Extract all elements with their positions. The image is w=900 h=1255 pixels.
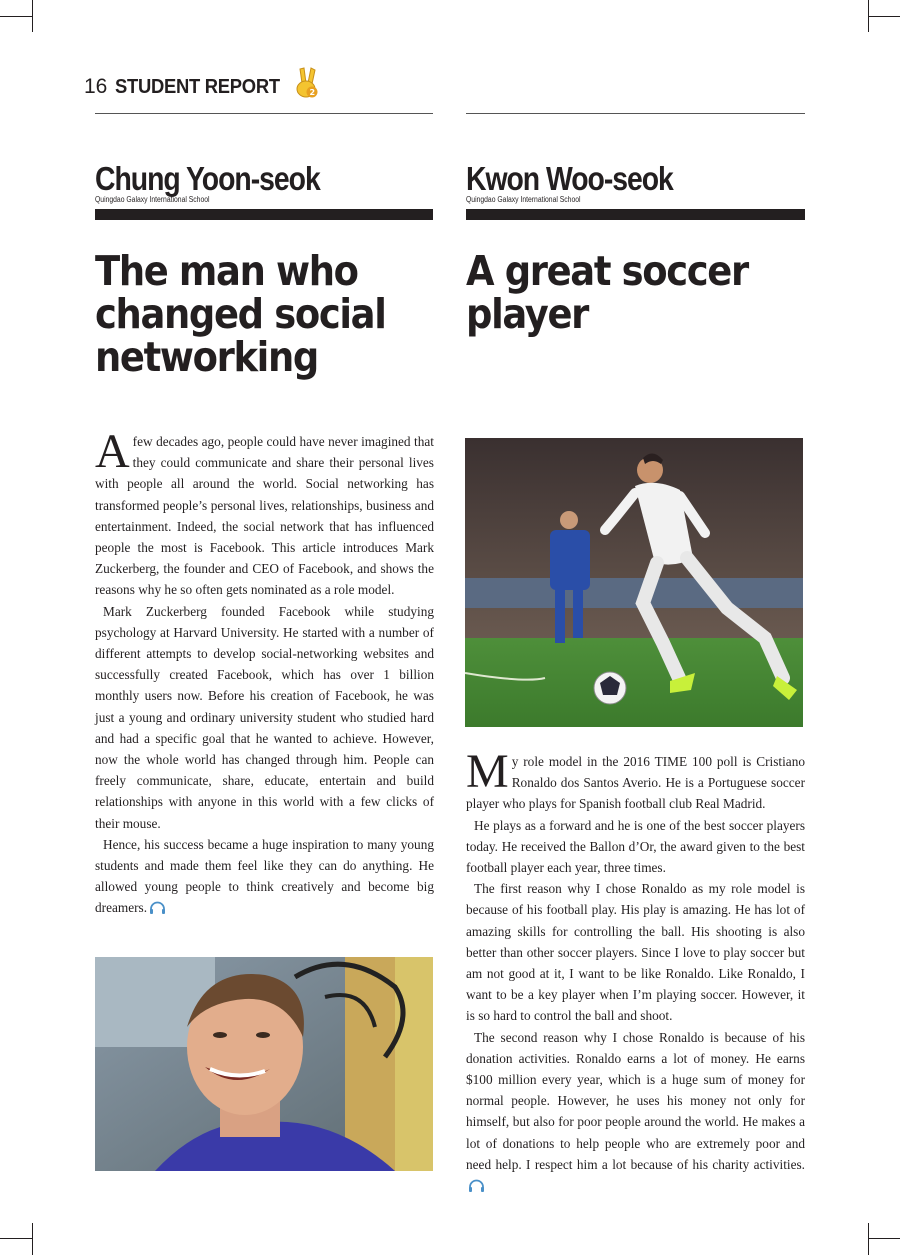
svg-text:2: 2 (309, 88, 316, 97)
article-paragraph: A few decades ago, people could have never imagined that they could communicate and share their personal lives with people all around the world. Social networking has transformed people’s personal lives, relationships, business and entertainment. Indeed, the social network that has influenced people the most is Facebook. This article introduces Mark Zuckerberg, the founder and CEO of Facebook, and shows the reasons why he so often gets nominated as a role model. (95, 425, 434, 598)
crop-mark (32, 0, 33, 32)
crop-mark (32, 1223, 33, 1255)
drop-cap: A (95, 425, 130, 478)
top-rule-right (466, 113, 805, 114)
left-author: Chung Yoon-seok (95, 160, 320, 197)
crop-mark (868, 0, 869, 32)
right-author-rule (466, 209, 805, 220)
headphones-icon (468, 1179, 485, 1193)
headline-line: player (466, 290, 589, 338)
right-school: Quingdao Galaxy International School (466, 195, 581, 204)
headline-line: networking (95, 333, 318, 381)
left-school: Quingdao Galaxy International School (95, 195, 210, 204)
left-article-body (95, 425, 434, 919)
headline-line: changed social (95, 290, 386, 338)
portrait-photo (95, 957, 433, 1171)
drop-cap: M (466, 745, 509, 798)
article-paragraph: The first reason why I chose Ronaldo as my role model is because of his football play. His play is amazing. He has lot of amazing skills for controlling the ball. His shooting is also better than other soccer players. Since I love to play soccer but am not good at it, I want to be like Ronaldo. Like Ronaldo, I want to be a key player when I’m playing soccer. However, it is so hard to control the ball and shoot. (466, 881, 805, 1024)
headphones-icon (149, 901, 166, 915)
right-article-body (466, 745, 805, 1196)
page-header (84, 72, 295, 102)
soccer-photo (465, 438, 803, 727)
article-paragraph: The second reason why I chose Ronaldo is because of his donation activities. Ronaldo earns a lot of money. He earns $100 million every year, which is a huge sum of money for normal people. However, he uses his money not only for himself, but also for poor people around the world. He makes a lot of donations to help people who are extremely poor and need help. I respect him a lot because of his charity activities. (466, 1027, 805, 1197)
victory-hand-icon (292, 66, 320, 100)
section-title: STUDENT REPORT (115, 75, 281, 98)
right-author: Kwon Woo-seok (466, 160, 673, 197)
top-rule-left (95, 113, 433, 114)
article-paragraph: Mark Zuckerberg founded Facebook while studying psychology at Harvard University. He started with a number of different attempts to develop social-networking websites and successfully created Facebook, which has over 1 billion monthly users now. Before his creation of Facebook, he was just a young and ordinary university student who studied hard and had a specific goal that he wanted to achieve. However, now the whole world has changed through him. People can freely communicate, share, educate, entertain and build relationships with anyone in this world with a few clicks of their mouse. (95, 603, 434, 831)
headline-line: A great soccer (466, 247, 748, 295)
crop-mark (0, 16, 32, 17)
page-number: 16 (84, 75, 108, 98)
crop-mark (0, 1238, 32, 1239)
article-paragraph: My role model in the 2016 TIME 100 poll is Cristiano Ronaldo dos Santos Averio. He is a Portuguese soccer player who plays for Spanish football club Real Madrid. (466, 745, 805, 812)
crop-mark (868, 1223, 869, 1255)
left-author-rule (95, 209, 433, 220)
right-headline (466, 247, 808, 338)
left-headline (95, 247, 437, 381)
crop-mark (868, 1238, 900, 1239)
crop-mark (868, 16, 900, 17)
article-paragraph: Hence, his success became a huge inspiration to many young students and made them feel like they can do anything. He allowed young people to think creatively and become big dreamers. (95, 836, 434, 916)
article-paragraph: He plays as a forward and he is one of the best soccer players today. He received the Ballon d’Or, the award given to the best football player each year, three times. (466, 817, 805, 876)
headline-line: The man who (95, 247, 358, 295)
